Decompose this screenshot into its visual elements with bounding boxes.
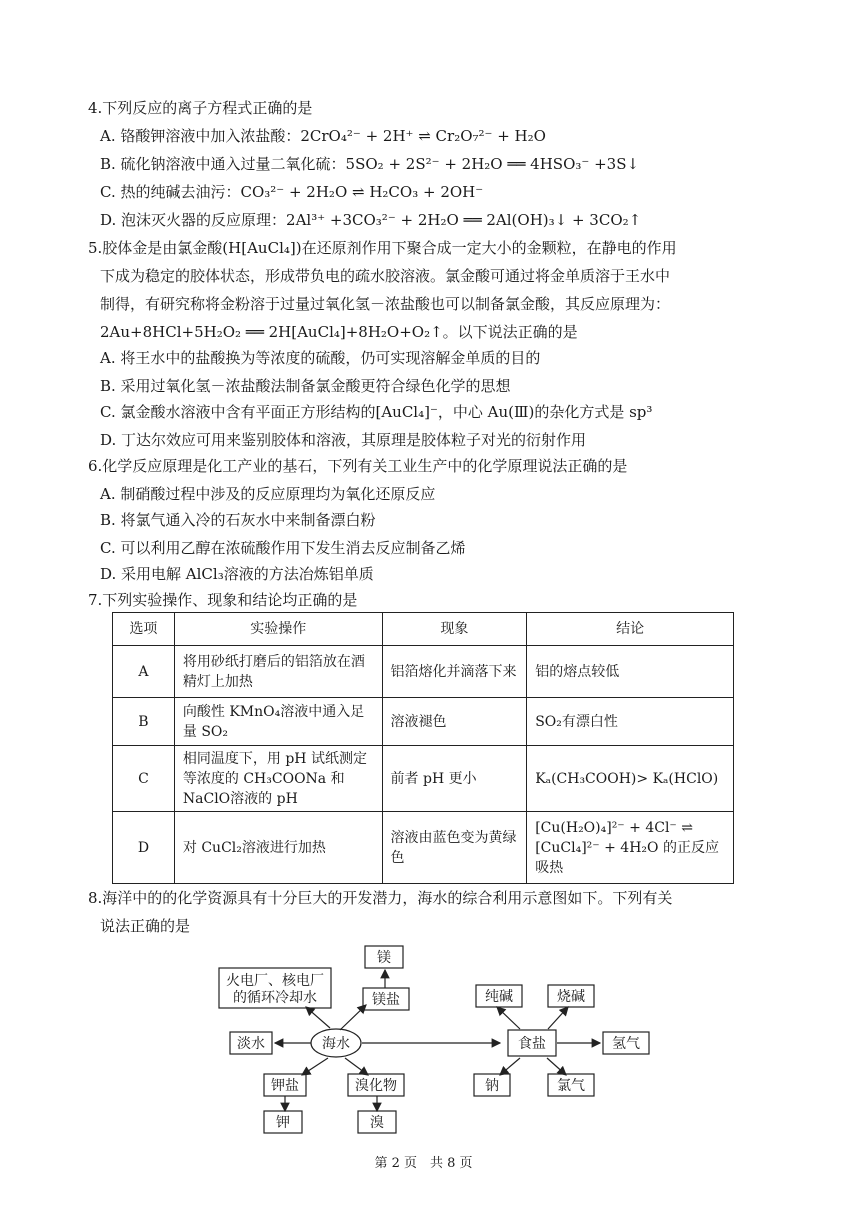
table-cell: 将用砂纸打磨后的铝箔放在酒精灯上加热 [174, 646, 382, 698]
table-cell: Kₐ(CH₃COOH)> Kₐ(HClO) [527, 746, 734, 812]
q6-option-b: B. 将氯气通入冷的石灰水中来制备漂白粉 [100, 511, 376, 529]
q6-stem: 6.化学反应原理是化工产业的基石，下列有关工业生产中的化学原理说法正确的是 [88, 457, 628, 475]
table-cell: 铝箔熔化并滴落下来 [382, 646, 527, 698]
q6-option-a: A. 制硝酸过程中涉及的反应原理均为氧化还原反应 [100, 485, 436, 503]
q5-equation: 2Au+8HCl+5H₂O₂ ══ 2H[AuCl₄]+8H₂O+O₂↑。以下说法正确的是 [100, 323, 578, 341]
q4-option-b: B. 硫化钠溶液中通入过量二氧化硫：5SO₂ + 2S²⁻ + 2H₂O ══ 4HSO₃⁻ +3S↓ [100, 155, 640, 173]
soda-ash-label: 纯碱 [485, 989, 513, 1005]
q8-line-2: 说法正确的是 [100, 917, 191, 935]
q5-option-b: B. 采用过氧化氢－浓盐酸法制备氯金酸更符合绿色化学的思想 [100, 377, 511, 395]
table-cell: 向酸性 KMnO₄溶液中通入足量 SO₂ [174, 698, 382, 746]
q5-line-1: 5.胶体金是由氯金酸(H[AuCl₄])在还原剂作用下聚合成一定大小的金颗粒，在静电的作用 [88, 239, 677, 257]
q4-stem: 4.下列反应的离子方程式正确的是 [88, 99, 313, 117]
cooling-water-label-1: 火电厂、核电厂 [226, 973, 324, 989]
table-header: 现象 [382, 613, 527, 646]
table-cell: 前者 pH 更小 [382, 746, 527, 812]
q4-option-d: D. 泡沫灭火器的反应原理：2Al³⁺ +3CO₃²⁻ + 2H₂O ══ 2Al(OH)₃↓ + 3CO₂↑ [100, 211, 642, 229]
fresh-water-label: 淡水 [237, 1036, 265, 1052]
q5-option-a: A. 将王水中的盐酸换为等浓度的硫酸，仍可实现溶解金单质的目的 [100, 349, 541, 367]
table-cell: C [113, 746, 175, 812]
table-cell: A [113, 646, 175, 698]
seawater-label: 海水 [322, 1036, 350, 1052]
caustic-soda-label: 烧碱 [557, 989, 585, 1005]
q6-option-c: C. 可以利用乙醇在浓硫酸作用下发生消去反应制备乙烯 [100, 539, 466, 557]
chlorine-label: 氯气 [557, 1078, 585, 1094]
q8-line-1: 8.海洋中的的化学资源具有十分巨大的开发潜力，海水的综合利用示意图如下。下列有关 [88, 889, 673, 907]
salt-label: 食盐 [518, 1036, 546, 1052]
q7-stem: 7.下列实验操作、现象和结论均正确的是 [88, 591, 358, 609]
q4-option-c: C. 热的纯碱去油污：CO₃²⁻ + 2H₂O ⇌ H₂CO₃ + 2OH⁻ [100, 183, 484, 201]
cooling-water-label-2: 的循环冷却水 [233, 990, 317, 1006]
table-header: 选项 [113, 613, 175, 646]
table-cell: B [113, 698, 175, 746]
bromide-label: 溴化物 [355, 1078, 397, 1094]
q5-line-2: 下成为稳定的胶体状态，形成带负电的疏水胶溶液。氯金酸可通过将金单质溶于王水中 [100, 267, 671, 285]
q5-option-c: C. 氯金酸水溶液中含有平面正方形结构的[AuCl₄]⁻，中心 Au(Ⅲ)的杂化方式是 sp³ [100, 403, 653, 421]
page-footer: 第 2 页 共 8 页 [374, 1156, 473, 1171]
q4-option-a: A. 铬酸钾溶液中加入浓盐酸：2CrO₄²⁻ + 2H⁺ ⇌ Cr₂O₇²⁻ + H₂O [100, 127, 546, 145]
q5-line-3: 制得，有研究称将金粉溶于过量过氧化氢－浓盐酸也可以制备氯金酸，其反应原理为： [100, 295, 671, 313]
table-cell: 溶液褪色 [382, 698, 527, 746]
table-cell: D [113, 812, 175, 884]
potassium-label: 钾 [276, 1115, 290, 1131]
q5-option-d: D. 丁达尔效应可用来鉴别胶体和溶液，其原理是胶体粒子对光的衍射作用 [100, 431, 587, 449]
potassium-salt-label: 钾盐 [271, 1078, 299, 1094]
table-cell: [Cu(H₂O)₄]²⁻ + 4Cl⁻ ⇌ [CuCl₄]²⁻ + 4H₂O 的正反应吸热 [527, 812, 734, 884]
sodium-label: 钠 [485, 1078, 499, 1094]
magnesium-label: 镁 [377, 950, 391, 966]
table-header: 结论 [527, 613, 734, 646]
table-cell: SO₂有漂白性 [527, 698, 734, 746]
bromine-label: 溴 [370, 1115, 384, 1131]
q6-option-d: D. 采用电解 AlCl₃溶液的方法冶炼铝单质 [100, 565, 374, 583]
magnesium-salt-label: 镁盐 [372, 992, 400, 1008]
table-cell: 相同温度下，用 pH 试纸测定等浓度的 CH₃COONa 和 NaClO溶液的 pH [174, 746, 382, 812]
table-header: 实验操作 [174, 613, 382, 646]
hydrogen-label: 氢气 [612, 1036, 640, 1052]
table-cell: 对 CuCl₂溶液进行加热 [174, 812, 382, 884]
table-cell: 溶液由蓝色变为黄绿色 [382, 812, 527, 884]
table-cell: 铝的熔点较低 [527, 646, 734, 698]
